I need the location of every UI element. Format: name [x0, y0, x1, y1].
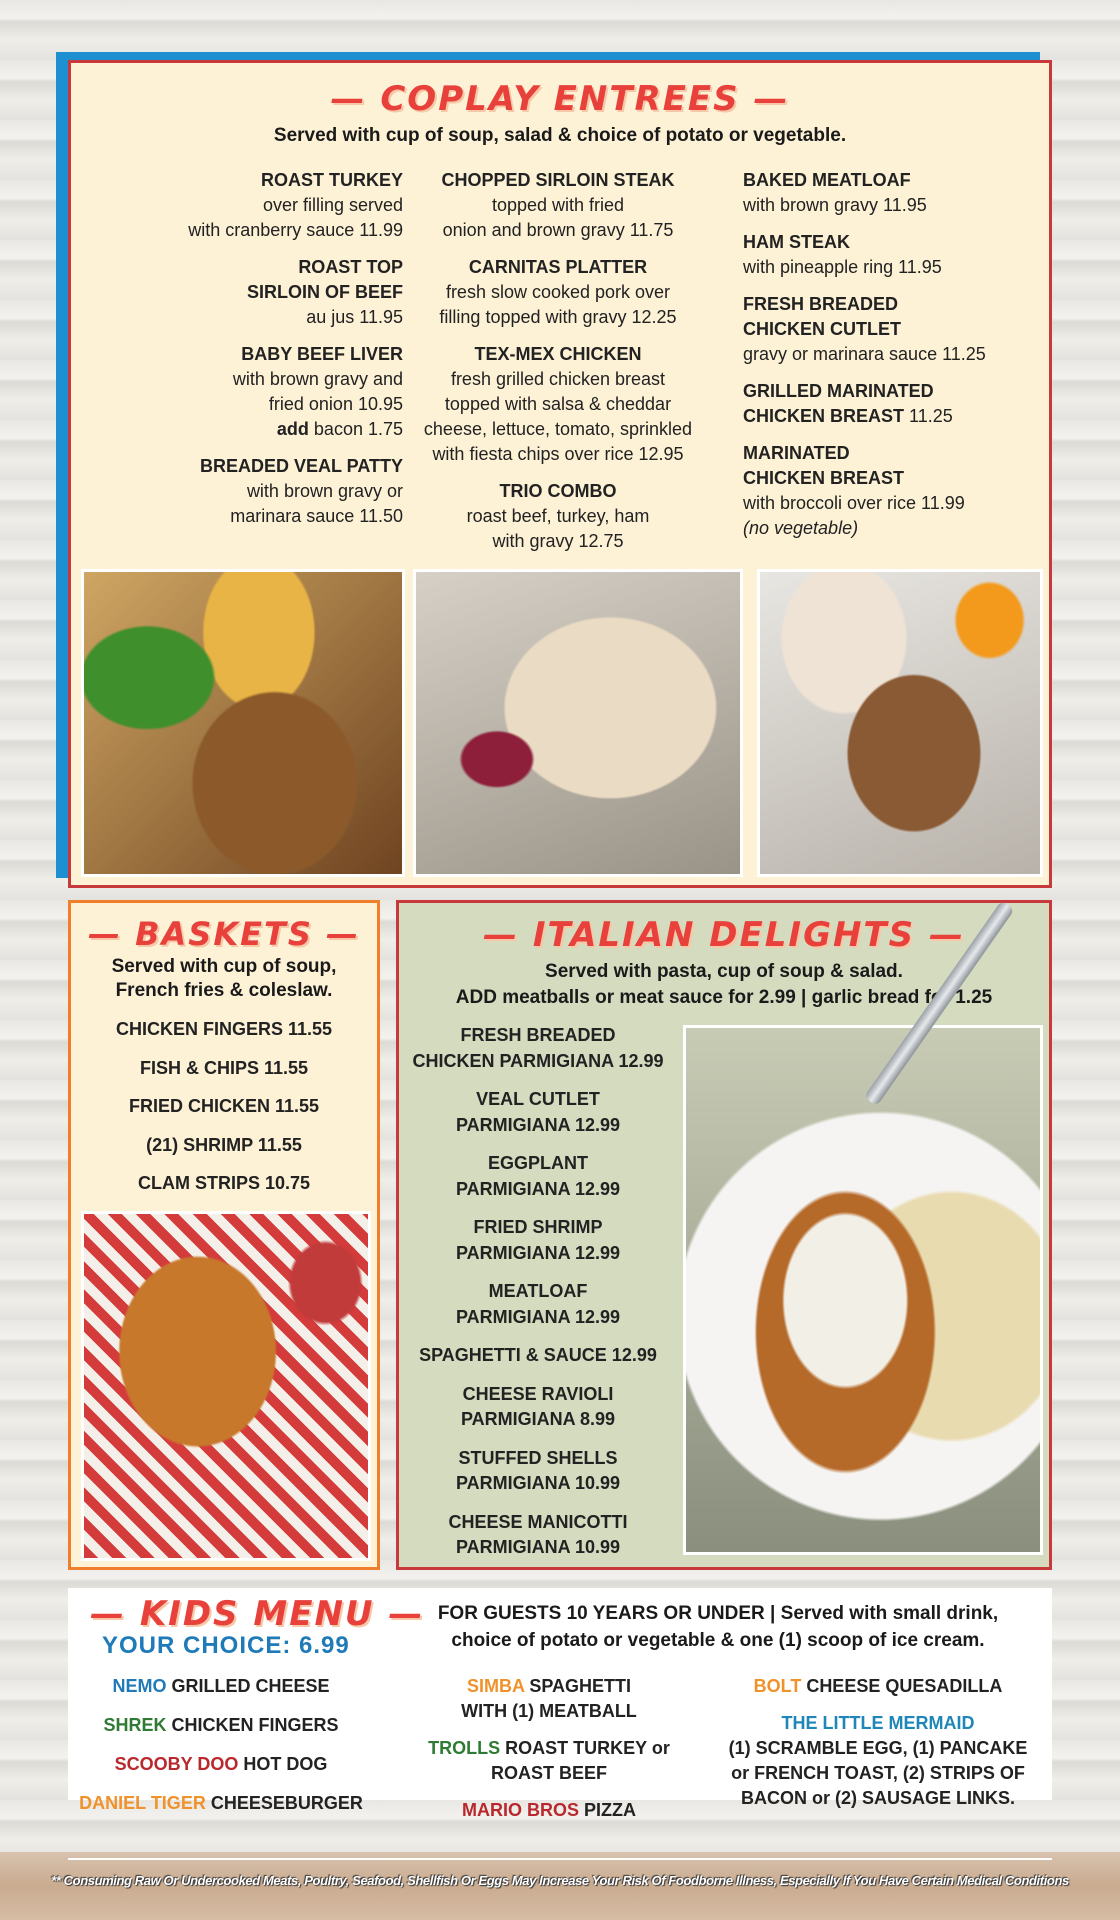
item-price: 11.25 — [904, 406, 953, 426]
list-item — [68, 1674, 374, 1713]
item-desc: or FRENCH TOAST, (2) STRIPS OF — [731, 1763, 1025, 1783]
menu-item — [101, 454, 403, 529]
kids-column-2 — [422, 1674, 676, 1835]
kids-age-limit: FOR GUESTS 10 YEARS OR UNDER — [437, 1603, 765, 1624]
item-name: CHICKEN CUTLET — [743, 319, 901, 339]
character-name: DANIEL TIGER — [79, 1793, 206, 1813]
item-line: CHICKEN PARMIGIANA 12.99 — [412, 1050, 664, 1071]
item-name: MARINATED — [743, 443, 850, 463]
item-line: PARMIGIANA 8.99 — [460, 1409, 616, 1429]
list-item — [68, 1713, 374, 1752]
grilled-chicken-photo — [81, 569, 405, 877]
item-line: SPAGHETTI & SAUCE 12.99 — [419, 1345, 657, 1365]
footer-divider — [68, 1858, 1052, 1860]
item-desc: with brown gravy or — [246, 481, 403, 501]
roast-turkey-photo — [413, 569, 743, 877]
item-line: PARMIGIANA 10.99 — [455, 1537, 621, 1557]
item-desc: filling topped with gravy 12.25 — [439, 307, 677, 327]
baskets-list — [71, 1019, 377, 1212]
item-name: FRESH BREADED — [743, 294, 899, 314]
item-desc: with brown gravy 11.95 — [743, 195, 927, 215]
baskets-title: — BASKETS — — [87, 915, 360, 953]
kids-column-1 — [68, 1674, 374, 1830]
item-desc: (1) SCRAMBLE EGG, (1) PANCAKE — [728, 1738, 1028, 1758]
italian-subtitle-line: ADD meatballs or meat sauce for 2.99 | garlic bread for 1.25 — [455, 987, 993, 1008]
entrees-middle-column — [403, 168, 713, 566]
character-name: SHREK — [103, 1715, 167, 1735]
item-name: ROAST BEEF — [490, 1763, 607, 1783]
item-name: CHICKEN BREAST — [743, 406, 905, 426]
character-name: SCOOBY DOO — [114, 1754, 239, 1774]
item-name: BABY BEEF LIVER — [241, 344, 403, 364]
item-name: CHICKEN FINGERS — [166, 1715, 339, 1735]
list-item — [422, 1736, 676, 1786]
item-line: PARMIGIANA 12.99 — [455, 1114, 621, 1135]
character-name: SIMBA — [466, 1676, 525, 1696]
item-line: PARMIGIANA 12.99 — [455, 1178, 621, 1199]
menu-item — [101, 342, 403, 442]
list-item — [403, 1343, 673, 1369]
list-item — [718, 1711, 1038, 1811]
kids-info-text: Served with small drink, — [780, 1603, 999, 1624]
kids-info-line — [408, 1600, 1028, 1627]
entrees-right-column — [743, 168, 1043, 553]
list-item — [718, 1674, 1038, 1699]
item-name: HAM STEAK — [743, 232, 850, 252]
item-name: GRILLED CHEESE — [166, 1676, 330, 1696]
kids-info — [408, 1600, 1028, 1654]
chicken-parmigiana-photo — [683, 1025, 1043, 1555]
item-name: SPAGHETTI — [524, 1676, 632, 1696]
item-desc: fresh slow cooked pork over — [445, 282, 671, 302]
list-item — [403, 1215, 673, 1266]
list-item: (21) SHRIMP 11.55 — [146, 1134, 302, 1155]
item-desc: gravy or marinara sauce 11.25 — [743, 344, 986, 364]
item-desc: with brown gravy and — [232, 369, 403, 389]
item-line: CHEESE MANICOTTI — [448, 1511, 628, 1532]
item-name: BREADED VEAL PATTY — [199, 456, 403, 476]
baskets-subtitle-line: French fries & coleslaw. — [115, 980, 333, 1001]
kids-section — [68, 1588, 1052, 1820]
item-desc: with broccoli over rice 11.99 — [743, 493, 965, 513]
list-item — [68, 1791, 374, 1830]
italian-list — [403, 1023, 673, 1574]
item-line: CHEESE RAVIOLI — [462, 1383, 614, 1404]
item-line: MEATLOAF — [488, 1281, 588, 1301]
item-line: PARMIGIANA 10.99 — [455, 1473, 621, 1493]
item-name: TRIO COMBO — [499, 481, 617, 501]
menu-item — [743, 441, 1043, 541]
entrees-title: — COPLAY ENTREES — — [330, 79, 790, 119]
menu-item — [743, 379, 1043, 429]
item-desc: onion and brown gravy 11.75 — [442, 220, 674, 240]
item-name: CHEESE QUESADILLA — [801, 1676, 1003, 1696]
menu-item — [101, 168, 403, 243]
item-note: (no vegetable) — [743, 518, 859, 538]
character-name: THE LITTLE MERMAID — [781, 1713, 975, 1733]
food-safety-disclaimer: ** Consuming Raw Or Undercooked Meats, Poultry, Seafood, Shellfish Or Eggs May Increase Your Risk Of Foodborne Illness, Especially If You Have Certain Medical Conditions — [51, 1873, 1069, 1888]
item-line: VEAL CUTLET — [476, 1089, 600, 1109]
item-line: FRIED SHRIMP — [473, 1217, 603, 1237]
item-desc: roast beef, turkey, ham — [466, 506, 650, 526]
list-item — [403, 1279, 673, 1330]
item-desc: marinara sauce 11.50 — [230, 506, 403, 526]
baskets-section — [68, 900, 380, 1570]
menu-item — [743, 292, 1043, 367]
item-name: ROAST TURKEY — [260, 170, 403, 190]
kids-info-line: choice of potato or vegetable & one (1) scoop of ice cream. — [451, 1630, 985, 1651]
item-name: ROAST TOP — [298, 257, 403, 277]
item-line: PARMIGIANA 12.99 — [455, 1306, 621, 1327]
menu-item — [403, 479, 713, 554]
item-name: HOT DOG — [238, 1754, 328, 1774]
menu-item — [403, 168, 713, 243]
list-item: FISH & CHIPS 11.55 — [139, 1057, 309, 1078]
kids-price: YOUR CHOICE: 6.99 — [102, 1632, 350, 1659]
fried-chicken-basket-photo — [81, 1211, 371, 1561]
list-item — [403, 1151, 673, 1202]
item-desc: fresh grilled chicken breast — [450, 369, 666, 389]
list-item — [403, 1446, 673, 1497]
item-desc: with fiesta chips over rice 12.95 — [432, 444, 684, 464]
item-desc: over filling served — [262, 195, 403, 215]
character-name: BOLT — [753, 1676, 802, 1696]
item-desc: topped with fried — [491, 195, 625, 215]
item-desc: au jus 11.95 — [306, 307, 403, 327]
list-item: FRIED CHICKEN 11.55 — [128, 1096, 320, 1116]
item-name-price — [743, 404, 1043, 429]
list-item — [403, 1087, 673, 1138]
menu-item — [403, 342, 713, 467]
list-item: CLAM STRIPS 10.75 — [137, 1173, 311, 1193]
kids-title: — KIDS MENU — — [90, 1594, 425, 1634]
item-desc: cheese, lettuce, tomato, sprinkled — [423, 419, 693, 439]
item-desc: with cranberry sauce 11.99 — [188, 220, 403, 240]
item-name: PIZZA — [579, 1800, 636, 1820]
list-item — [403, 1382, 673, 1433]
item-desc: fried onion 10.95 — [268, 394, 403, 414]
entrees-left-column — [101, 168, 403, 541]
list-item — [68, 1752, 374, 1791]
item-name: CHICKEN BREAST — [743, 468, 905, 488]
item-addon — [101, 417, 403, 442]
menu-item — [403, 255, 713, 330]
item-name: CHEESEBURGER — [205, 1793, 363, 1813]
menu-item — [743, 230, 1043, 280]
list-item: CHICKEN FINGERS 11.55 — [115, 1019, 333, 1039]
item-line: EGGPLANT — [487, 1153, 588, 1173]
item-desc: with gravy 12.75 — [492, 531, 624, 551]
character-name: TROLLS — [428, 1738, 501, 1758]
item-line: STUFFED SHELLS — [458, 1447, 618, 1468]
separator: | — [764, 1603, 781, 1624]
item-desc: BACON or (2) SAUSAGE LINKS. — [740, 1788, 1016, 1808]
item-name: SIRLOIN OF BEEF — [246, 282, 403, 302]
italian-title: — ITALIAN DELIGHTS — — [483, 915, 965, 955]
menu-item — [743, 168, 1043, 218]
italian-section — [396, 900, 1052, 1570]
addon-text: bacon 1.75 — [308, 419, 403, 439]
list-item — [403, 1510, 673, 1561]
item-line: PARMIGIANA 12.99 — [455, 1242, 621, 1263]
entrees-section — [68, 60, 1052, 888]
item-desc: topped with salsa & cheddar — [444, 394, 672, 414]
item-name: CARNITAS PLATTER — [468, 257, 648, 277]
chopped-steak-photo — [757, 569, 1043, 877]
kids-column-3 — [718, 1674, 1038, 1823]
list-item — [403, 1023, 673, 1074]
item-name: TEX-MEX CHICKEN — [474, 344, 642, 364]
character-name: NEMO — [112, 1676, 167, 1696]
italian-subtitle-line: Served with pasta, cup of soup & salad. — [545, 961, 903, 982]
item-name: CHOPPED SIRLOIN STEAK — [441, 170, 675, 190]
list-item — [422, 1798, 676, 1823]
item-desc: with pineapple ring 11.95 — [743, 257, 942, 277]
list-item — [422, 1674, 676, 1724]
baskets-subtitle — [71, 955, 377, 1003]
addon-word: add — [276, 419, 309, 439]
character-name: MARIO BROS — [462, 1800, 579, 1820]
menu-item — [101, 255, 403, 330]
baskets-subtitle-line: Served with cup of soup, — [111, 956, 337, 977]
item-line: FRESH BREADED — [460, 1025, 616, 1045]
item-name: ROAST TURKEY or — [500, 1738, 670, 1758]
item-name: BAKED MEATLOAF — [743, 170, 911, 190]
item-name: GRILLED MARINATED — [743, 381, 934, 401]
item-name: WITH (1) MEATBALL — [461, 1701, 637, 1721]
entrees-subtitle: Served with cup of soup, salad & choice of potato or vegetable. — [273, 125, 847, 146]
